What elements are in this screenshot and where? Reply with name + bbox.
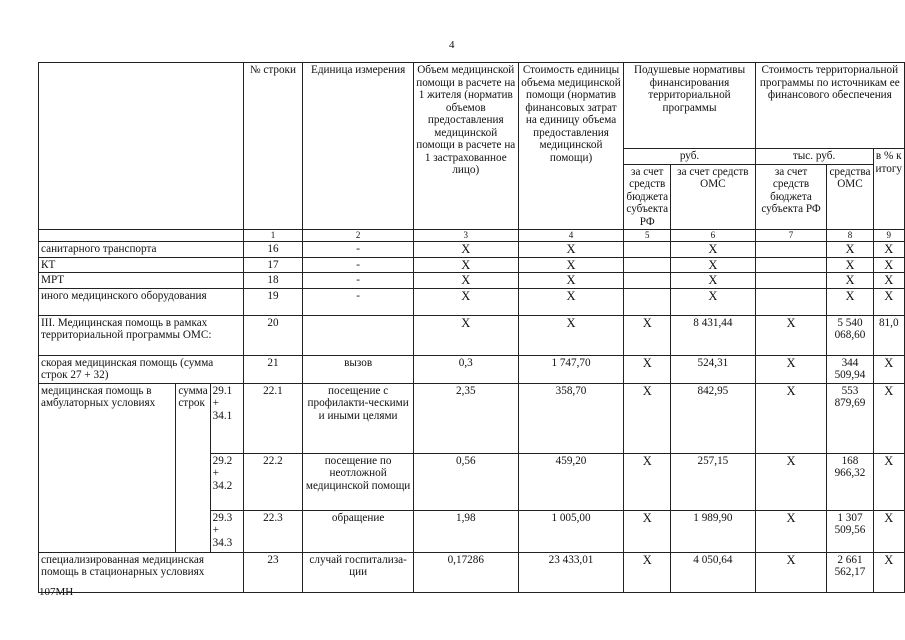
row-unit: - (303, 273, 414, 289)
header-oms-funds: за счет средств ОМС (671, 164, 756, 230)
cell-volume: X (413, 315, 518, 355)
header-oms-means: средства ОМС (827, 164, 873, 230)
header-budget-subject: за счет средств бюджета субъекта РФ (624, 164, 671, 230)
table-row (39, 288, 905, 315)
cell-pct: X (873, 273, 905, 289)
header-thous-rub: тыс. руб. (755, 149, 873, 165)
cell-cost: X (518, 288, 624, 315)
header-rub: руб. (624, 149, 755, 165)
table-row (39, 273, 905, 289)
cell-budget-thous: X (755, 315, 827, 355)
cell-oms: 524,31 (671, 355, 756, 383)
row-unit: посещение с профилакти-ческими и иными целями (303, 383, 414, 453)
cell-pct: X (873, 288, 905, 315)
cell-oms: 842,95 (671, 383, 756, 453)
row-number: 19 (243, 288, 303, 315)
cell-budget-thous (755, 242, 827, 258)
cell-pct: X (873, 510, 905, 552)
cell-pct: X (873, 453, 905, 510)
row-name: III. Медицинская помощь в рамках территориальной программы ОМС: (39, 315, 244, 355)
cell-oms-thous: X (827, 242, 873, 258)
cell-cost: 1 005,00 (518, 510, 624, 552)
cell-cost: 23 433,01 (518, 552, 624, 592)
row-number: 23 (243, 552, 303, 592)
col-index: 8 (827, 230, 873, 242)
table-row (39, 315, 905, 355)
row-number: 16 (243, 242, 303, 258)
cell-oms-thous: 168 966,32 (827, 453, 873, 510)
cell-oms-thous: X (827, 273, 873, 289)
col-index: 4 (518, 230, 624, 242)
cell-volume: X (413, 288, 518, 315)
row-sum-label: сумма строк (176, 383, 210, 552)
cell-oms: X (671, 257, 756, 273)
row-name: иного медицинского оборудования (39, 288, 244, 315)
cell-budget: X (624, 315, 671, 355)
cell-pct: X (873, 355, 905, 383)
col-index: 9 (873, 230, 905, 242)
cell-budget (624, 288, 671, 315)
header-empty-cell (39, 63, 244, 230)
cell-oms: X (671, 288, 756, 315)
row-number: 22.2 (243, 453, 303, 510)
cell-budget: X (624, 355, 671, 383)
row-name: санитарного транспорта (39, 242, 244, 258)
row-name: КТ (39, 257, 244, 273)
col-index: 3 (413, 230, 518, 242)
territorial-program-table (38, 62, 905, 593)
row-number: 22.3 (243, 510, 303, 552)
cell-oms: 8 431,44 (671, 315, 756, 355)
row-unit: - (303, 288, 414, 315)
cell-oms: X (671, 242, 756, 258)
cell-budget-thous: X (755, 453, 827, 510)
cell-oms-thous: X (827, 288, 873, 315)
cell-volume: 0,3 (413, 355, 518, 383)
cell-budget-thous: X (755, 383, 827, 453)
cell-cost: X (518, 257, 624, 273)
table-row (39, 242, 905, 258)
header-unit-cost: Стоимость единицы объема медицинской помощи (норматив финансовых затрат на единицу объема предоставления медицинской помощи) (518, 63, 624, 230)
cell-budget-thous: X (755, 510, 827, 552)
cell-budget: X (624, 552, 671, 592)
row-unit: случай госпитализа-ции (303, 552, 414, 592)
cell-oms: 257,15 (671, 453, 756, 510)
cell-oms-thous: 1 307 509,56 (827, 510, 873, 552)
cell-budget (624, 257, 671, 273)
cell-pct: 81,0 (873, 315, 905, 355)
cell-oms: 1 989,90 (671, 510, 756, 552)
row-name: медицинская помощь в амбулаторных условиях (39, 383, 176, 552)
row-ref: 29.3 + 34.3 (210, 510, 243, 552)
cell-budget-thous (755, 273, 827, 289)
index-empty (39, 230, 244, 242)
cell-cost: 358,70 (518, 383, 624, 453)
cell-volume: 0,17286 (413, 552, 518, 592)
col-index: 6 (671, 230, 756, 242)
header-budget-subject-2: за счет средств бюджета субъекта РФ (755, 164, 827, 230)
cell-pct: X (873, 383, 905, 453)
table-row (39, 257, 905, 273)
cell-budget-thous (755, 257, 827, 273)
row-unit: вызов (303, 355, 414, 383)
row-unit: - (303, 242, 414, 258)
cell-oms-thous: 5 540 068,60 (827, 315, 873, 355)
header-unit: Единица измерения (303, 63, 414, 230)
col-index: 7 (755, 230, 827, 242)
cell-budget-thous: X (755, 552, 827, 592)
row-name: скорая медицинская помощь (сумма строк 27 + 32) (39, 355, 244, 383)
cell-oms: X (671, 273, 756, 289)
cell-oms-thous: 2 661 562,17 (827, 552, 873, 592)
row-unit (303, 315, 414, 355)
row-ref: 29.1 + 34.1 (210, 383, 243, 453)
cell-volume: X (413, 273, 518, 289)
cell-volume: 0,56 (413, 453, 518, 510)
header-territorial-cost: Стоимость территориальной программы по источникам ее финансового обеспечения (755, 63, 904, 149)
cell-cost: 1 747,70 (518, 355, 624, 383)
col-index: 2 (303, 230, 414, 242)
header-pct-total: в % к итогу (873, 149, 905, 230)
cell-oms-thous: 553 879,69 (827, 383, 873, 453)
cell-budget (624, 242, 671, 258)
row-number: 17 (243, 257, 303, 273)
row-unit: - (303, 257, 414, 273)
row-name: МРТ (39, 273, 244, 289)
cell-volume: X (413, 257, 518, 273)
cell-pct: X (873, 552, 905, 592)
cell-cost: X (518, 273, 624, 289)
table-row (39, 552, 905, 592)
cell-budget: X (624, 510, 671, 552)
cell-pct: X (873, 257, 905, 273)
header-per-capita: Подушевые нормативы финансирования территориальной программы (624, 63, 755, 149)
cell-budget-thous (755, 288, 827, 315)
cell-budget: X (624, 383, 671, 453)
header-volume: Объем медицинской помощи в расчете на 1 жителя (норматив объемов предоставления медицинской помощи в расчете на 1 застрахованное лицо) (413, 63, 518, 230)
cell-budget: X (624, 453, 671, 510)
cell-oms-thous: 344 509,94 (827, 355, 873, 383)
cell-oms-thous: X (827, 257, 873, 273)
row-number: 18 (243, 273, 303, 289)
page-number: 4 (449, 39, 455, 51)
footer-code: 107MH (39, 586, 74, 598)
col-index: 1 (243, 230, 303, 242)
cell-volume: X (413, 242, 518, 258)
row-unit: посещение по неотложной медицинской помощи (303, 453, 414, 510)
cell-volume: 2,35 (413, 383, 518, 453)
row-name: специализированная медицинская помощь в стационарных условиях (39, 552, 244, 592)
table-row (39, 355, 905, 383)
cell-cost: X (518, 315, 624, 355)
cell-oms: 4 050,64 (671, 552, 756, 592)
row-number: 22.1 (243, 383, 303, 453)
col-index: 5 (624, 230, 671, 242)
cell-pct: X (873, 242, 905, 258)
cell-cost: 459,20 (518, 453, 624, 510)
row-unit: обращение (303, 510, 414, 552)
row-ref: 29.2 + 34.2 (210, 453, 243, 510)
row-number: 21 (243, 355, 303, 383)
cell-budget (624, 273, 671, 289)
table-row (39, 383, 905, 453)
header-row-number: № строки (243, 63, 303, 230)
cell-volume: 1,98 (413, 510, 518, 552)
cell-budget-thous: X (755, 355, 827, 383)
cell-cost: X (518, 242, 624, 258)
row-number: 20 (243, 315, 303, 355)
